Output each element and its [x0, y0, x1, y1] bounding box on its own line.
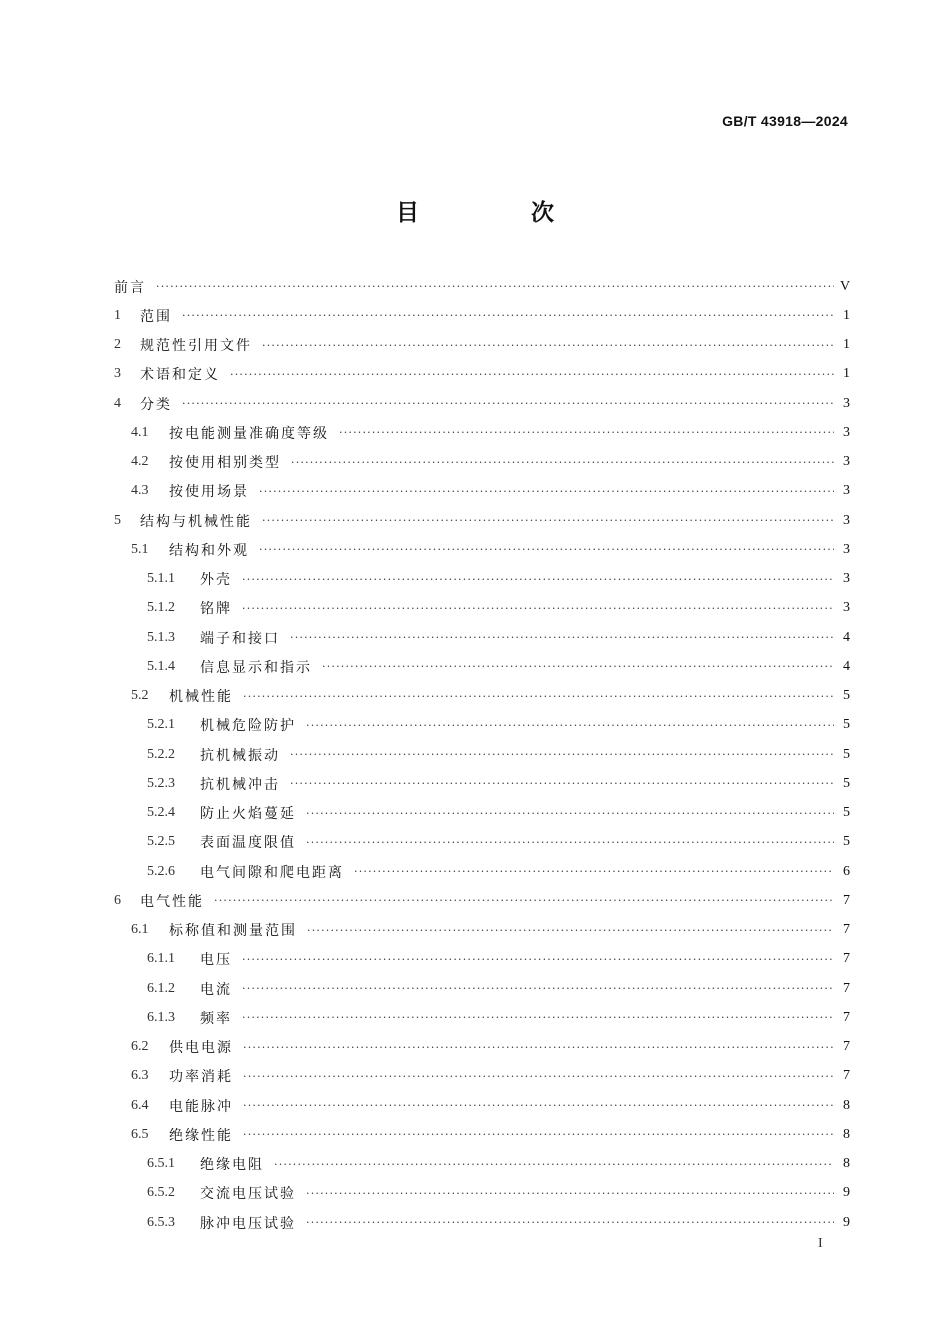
toc-entry-page: 5	[843, 688, 850, 704]
toc-entry-title: 供电电源	[169, 1040, 233, 1057]
table-of-contents	[114, 272, 850, 1237]
dot-leader	[306, 1216, 834, 1229]
toc-entry-number: 6.5.2	[147, 1185, 175, 1201]
toc-entry-page: 3	[843, 454, 850, 470]
dot-leader	[290, 631, 834, 644]
toc-entry-number: 6.5.3	[147, 1214, 175, 1230]
toc-entry[interactable]	[114, 594, 850, 623]
toc-entry[interactable]	[114, 477, 850, 506]
toc-entry[interactable]	[114, 799, 850, 828]
toc-entry-title: 标称值和测量范围	[169, 923, 297, 940]
dot-leader	[290, 748, 834, 761]
toc-entry[interactable]	[114, 1033, 850, 1062]
dot-leader	[306, 807, 834, 820]
toc-entry-page: 5	[843, 805, 850, 821]
toc-entry-title: 端子和接口	[200, 630, 280, 647]
toc-entry-number: 5.1.1	[147, 571, 175, 587]
dot-leader	[306, 836, 834, 849]
dot-leader	[242, 573, 834, 586]
toc-entry-number: 4	[114, 395, 121, 411]
toc-entry-title: 按使用场景	[169, 484, 249, 501]
toc-entry[interactable]	[114, 1120, 850, 1149]
toc-entry-title: 按使用相别类型	[169, 455, 281, 472]
dot-leader	[274, 1158, 834, 1171]
toc-entry[interactable]	[114, 916, 850, 945]
toc-entry-number: 5.1.4	[147, 658, 175, 674]
toc-entry-page: 1	[843, 337, 850, 353]
toc-entry[interactable]	[114, 711, 850, 740]
toc-entry-page: 9	[843, 1214, 850, 1230]
toc-entry-number: 5.1	[131, 541, 149, 557]
toc-entry-page: 7	[843, 980, 850, 996]
dot-leader	[230, 368, 834, 381]
toc-entry-title: 表面温度限值	[200, 835, 296, 852]
toc-entry-page: 4	[843, 658, 850, 674]
toc-entry[interactable]	[114, 1150, 850, 1179]
page-number: I	[818, 1236, 823, 1251]
dot-leader	[262, 339, 834, 352]
dot-leader	[354, 865, 834, 878]
toc-entry-page: 7	[843, 922, 850, 938]
dot-leader	[242, 953, 834, 966]
toc-entry-number: 6.2	[131, 1039, 149, 1055]
toc-entry-number: 6.1	[131, 922, 149, 938]
toc-entry-page: 7	[843, 1068, 850, 1084]
dot-leader	[214, 894, 834, 907]
toc-entry-number: 5.1.3	[147, 629, 175, 645]
toc-entry-page: 7	[843, 951, 850, 967]
toc-entry[interactable]	[114, 857, 850, 886]
toc-entry-page: 3	[843, 541, 850, 557]
toc-entry-page: 7	[843, 1009, 850, 1025]
toc-entry-page: 5	[843, 717, 850, 733]
toc-entry-number: 4.2	[131, 454, 149, 470]
toc-entry-title: 信息显示和指示	[200, 659, 312, 676]
dot-leader	[243, 1041, 834, 1054]
toc-entry-page: 8	[843, 1126, 850, 1142]
toc-entry-title: 频率	[200, 1010, 232, 1027]
toc-entry-number: 6.5	[131, 1126, 149, 1142]
dot-leader	[182, 397, 834, 410]
toc-entry[interactable]	[114, 1179, 850, 1208]
dot-leader	[262, 514, 834, 527]
toc-entry-number: 5.1.2	[147, 600, 175, 616]
toc-entry-title: 范围	[140, 308, 172, 325]
toc-entry-number: 5.2.4	[147, 805, 175, 821]
toc-entry[interactable]	[114, 740, 850, 769]
toc-entry-title: 防止火焰蔓延	[200, 806, 296, 823]
toc-entry-page: 3	[843, 483, 850, 499]
toc-entry-number: 6.3	[131, 1068, 149, 1084]
toc-entry[interactable]	[114, 565, 850, 594]
toc-entry-number: 2	[114, 337, 121, 353]
toc-entry-number: 5.2.1	[147, 717, 175, 733]
toc-entry-number: 5.2.5	[147, 834, 175, 850]
toc-entry-page: 5	[843, 746, 850, 762]
dot-leader	[290, 777, 834, 790]
toc-entry-number: 6.1.3	[147, 1009, 175, 1025]
dot-leader	[156, 280, 834, 293]
toc-entry[interactable]	[114, 301, 850, 330]
toc-entry[interactable]	[114, 1208, 850, 1237]
toc-entry-page: 5	[843, 775, 850, 791]
toc-entry[interactable]	[114, 1003, 850, 1032]
toc-entry-number: 5.2.2	[147, 746, 175, 762]
toc-entry[interactable]	[114, 886, 850, 915]
standard-code: GB/T 43918—2024	[722, 113, 848, 129]
toc-entry[interactable]	[114, 623, 850, 652]
toc-entry[interactable]	[114, 272, 850, 301]
toc-entry[interactable]	[114, 974, 850, 1003]
toc-entry-number: 6.5.1	[147, 1156, 175, 1172]
toc-entry-page: V	[840, 278, 851, 294]
dot-leader	[306, 719, 834, 732]
toc-entry-number: 6	[114, 892, 121, 908]
toc-entry-title: 功率消耗	[169, 1069, 233, 1086]
toc-entry[interactable]	[114, 652, 850, 681]
dot-leader	[306, 1187, 834, 1200]
toc-entry-title: 绝缘性能	[169, 1127, 233, 1144]
dot-leader	[259, 543, 834, 556]
toc-entry-title: 电能脉冲	[169, 1098, 233, 1115]
dot-leader	[259, 485, 834, 498]
dot-leader	[182, 309, 834, 322]
toc-entry[interactable]	[114, 331, 850, 360]
toc-entry-title: 抗机械振动	[200, 747, 280, 764]
toc-entry-title: 按电能测量准确度等级	[169, 425, 329, 442]
toc-entry-title: 外壳	[200, 572, 232, 589]
toc-entry-number: 5.2	[131, 688, 149, 704]
toc-entry-page: 7	[843, 1039, 850, 1055]
toc-entry-number: 5.2.3	[147, 775, 175, 791]
dot-leader	[242, 982, 834, 995]
toc-entry[interactable]	[114, 389, 850, 418]
dot-leader	[243, 690, 834, 703]
toc-entry-title: 分类	[140, 396, 172, 413]
toc-entry-title: 电气间隙和爬电距离	[200, 864, 344, 881]
dot-leader	[291, 456, 834, 469]
dot-leader	[339, 426, 834, 439]
toc-entry-title: 结构与机械性能	[140, 513, 252, 530]
toc-entry[interactable]	[114, 945, 850, 974]
toc-entry-page: 3	[843, 424, 850, 440]
toc-entry[interactable]	[114, 1062, 850, 1091]
toc-entry-page: 3	[843, 600, 850, 616]
toc-entry-title: 术语和定义	[140, 367, 220, 384]
toc-entry[interactable]	[114, 418, 850, 447]
dot-leader	[307, 924, 834, 937]
toc-entry[interactable]	[114, 360, 850, 389]
toc-entry-title: 脉冲电压试验	[200, 1215, 296, 1232]
toc-entry-title: 铭牌	[200, 601, 232, 618]
toc-entry-page: 9	[843, 1185, 850, 1201]
toc-entry-page: 8	[843, 1097, 850, 1113]
dot-leader	[243, 1099, 834, 1112]
toc-entry-page: 7	[843, 892, 850, 908]
toc-entry-page: 3	[843, 395, 850, 411]
toc-entry-title: 电流	[200, 981, 232, 998]
dot-leader	[243, 1128, 834, 1141]
dot-leader	[243, 1070, 834, 1083]
toc-entry-page: 4	[843, 629, 850, 645]
toc-entry-title: 机械性能	[169, 689, 233, 706]
toc-entry-title: 前言	[114, 279, 146, 296]
toc-entry-number: 6.1.2	[147, 980, 175, 996]
toc-entry-number: 1	[114, 307, 121, 323]
toc-entry-page: 5	[843, 834, 850, 850]
toc-entry-page: 1	[843, 307, 850, 323]
toc-entry-number: 5.2.6	[147, 863, 175, 879]
toc-entry-number: 4.1	[131, 424, 149, 440]
toc-entry-page: 3	[843, 571, 850, 587]
toc-entry[interactable]	[114, 769, 850, 798]
toc-entry-number: 4.3	[131, 483, 149, 499]
dot-leader	[322, 660, 834, 673]
toc-entry-page: 3	[843, 512, 850, 528]
toc-entry-title: 结构和外观	[169, 542, 249, 559]
toc-entry[interactable]	[114, 682, 850, 711]
toc-entry[interactable]	[114, 506, 850, 535]
toc-entry[interactable]	[114, 535, 850, 564]
toc-entry-page: 6	[843, 863, 850, 879]
toc-entry-title: 机械危险防护	[200, 718, 296, 735]
toc-entry-title: 电压	[200, 952, 232, 969]
toc-entry-number: 6.4	[131, 1097, 149, 1113]
toc-entry-number: 5	[114, 512, 121, 528]
toc-entry-number: 6.1.1	[147, 951, 175, 967]
page-title: 目 次	[395, 199, 606, 226]
toc-entry[interactable]	[114, 448, 850, 477]
dot-leader	[242, 602, 834, 615]
toc-entry-title: 抗机械冲击	[200, 776, 280, 793]
toc-entry-number: 3	[114, 366, 121, 382]
dot-leader	[242, 1011, 834, 1024]
toc-entry-page: 8	[843, 1156, 850, 1172]
toc-entry-title: 绝缘电阻	[200, 1157, 264, 1174]
toc-entry-title: 规范性引用文件	[140, 338, 252, 355]
toc-entry-title: 交流电压试验	[200, 1186, 296, 1203]
toc-entry[interactable]	[114, 1091, 850, 1120]
toc-entry-page: 1	[843, 366, 850, 382]
toc-entry-title: 电气性能	[140, 893, 204, 910]
toc-entry[interactable]	[114, 828, 850, 857]
